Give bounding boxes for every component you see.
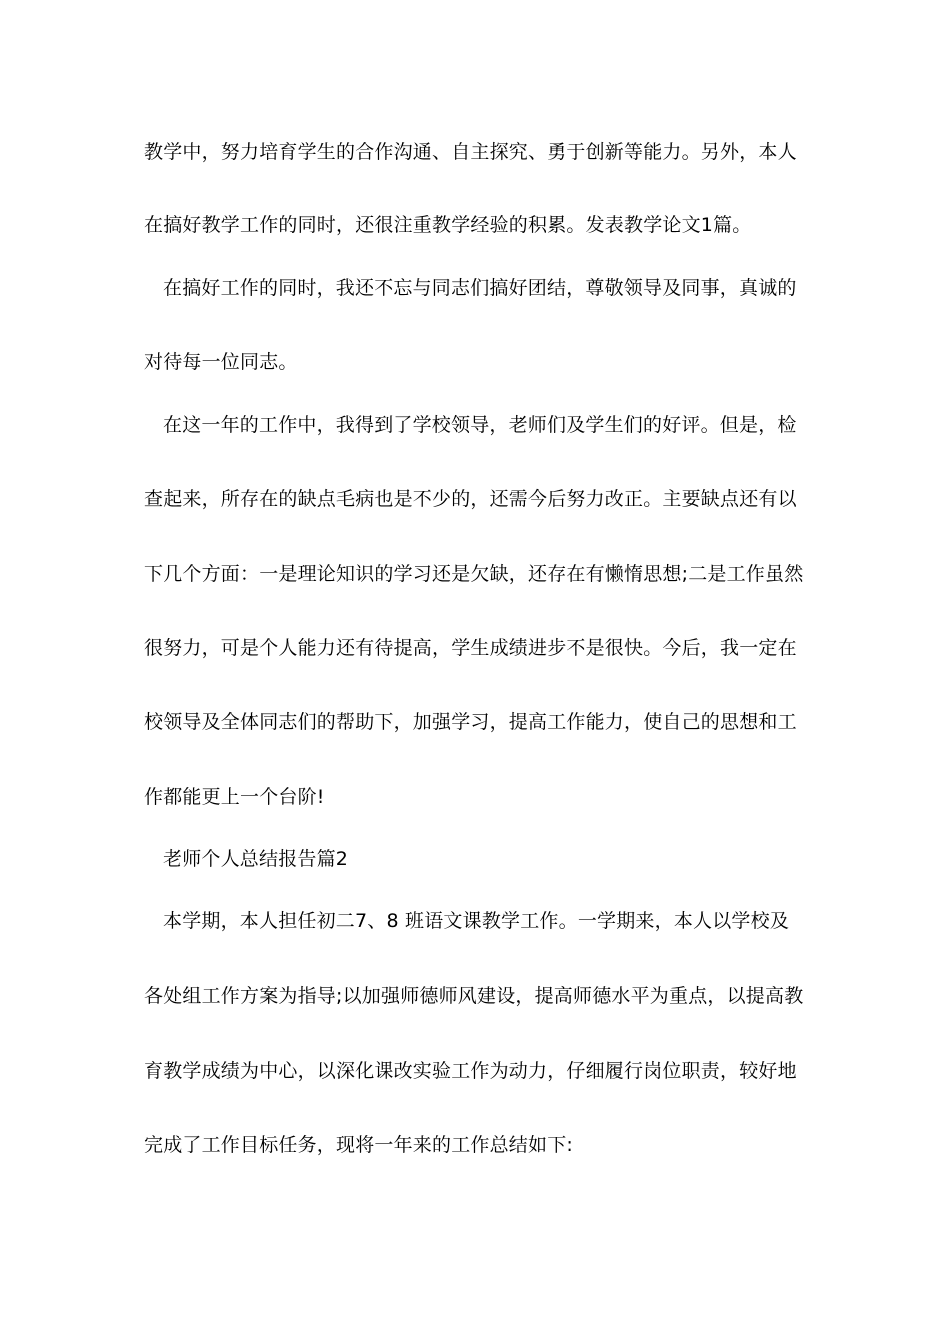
body-line: 教学中，努力培育学生的合作沟通、自主探究、勇于创新等能力。另外，本人 [144, 141, 797, 163]
body-line: 对待每一位同志。 [144, 351, 298, 373]
body-line: 查起来，所存在的缺点毛病也是不少的，还需今后努力改正。主要缺点还有以 [144, 488, 797, 510]
body-line: 校领导及全体同志们的帮助下，加强学习，提高工作能力，使自己的思想和工 [144, 711, 797, 733]
paragraph-start-line: 在这一年的工作中，我得到了学校领导，老师们及学生们的好评。但是，检 [163, 414, 797, 436]
body-line: 下几个方面：一是理论知识的学习还是欠缺，还存在有懒惰思想;二是工作虽然 [144, 563, 804, 585]
body-line: 育教学成绩为中心，以深化课改实验工作为动力，仔细履行岗位职责，较好地 [144, 1060, 797, 1082]
section-heading: 老师个人总结报告篇2 [163, 848, 349, 870]
paragraph-start-line: 本学期，本人担任初二7、8 班语文课教学工作。一学期来，本人以学校及 [163, 910, 790, 932]
body-line: 作都能更上一个台阶! [144, 786, 325, 808]
paragraph-start-line: 在搞好工作的同时，我还不忘与同志们搞好团结，尊敬领导及同事，真诚的 [163, 277, 797, 299]
body-line: 很努力，可是个人能力还有待提高，学生成绩进步不是很快。今后，我一定在 [144, 637, 797, 659]
body-line: 完成了工作目标任务，现将一年来的工作总结如下: [144, 1134, 574, 1156]
body-line: 各处组工作方案为指导;以加强师德师风建设，提高师德水平为重点，以提高教 [144, 985, 804, 1007]
body-line: 在搞好教学工作的同时，还很注重教学经验的积累。发表教学论文1篇。 [144, 214, 752, 236]
